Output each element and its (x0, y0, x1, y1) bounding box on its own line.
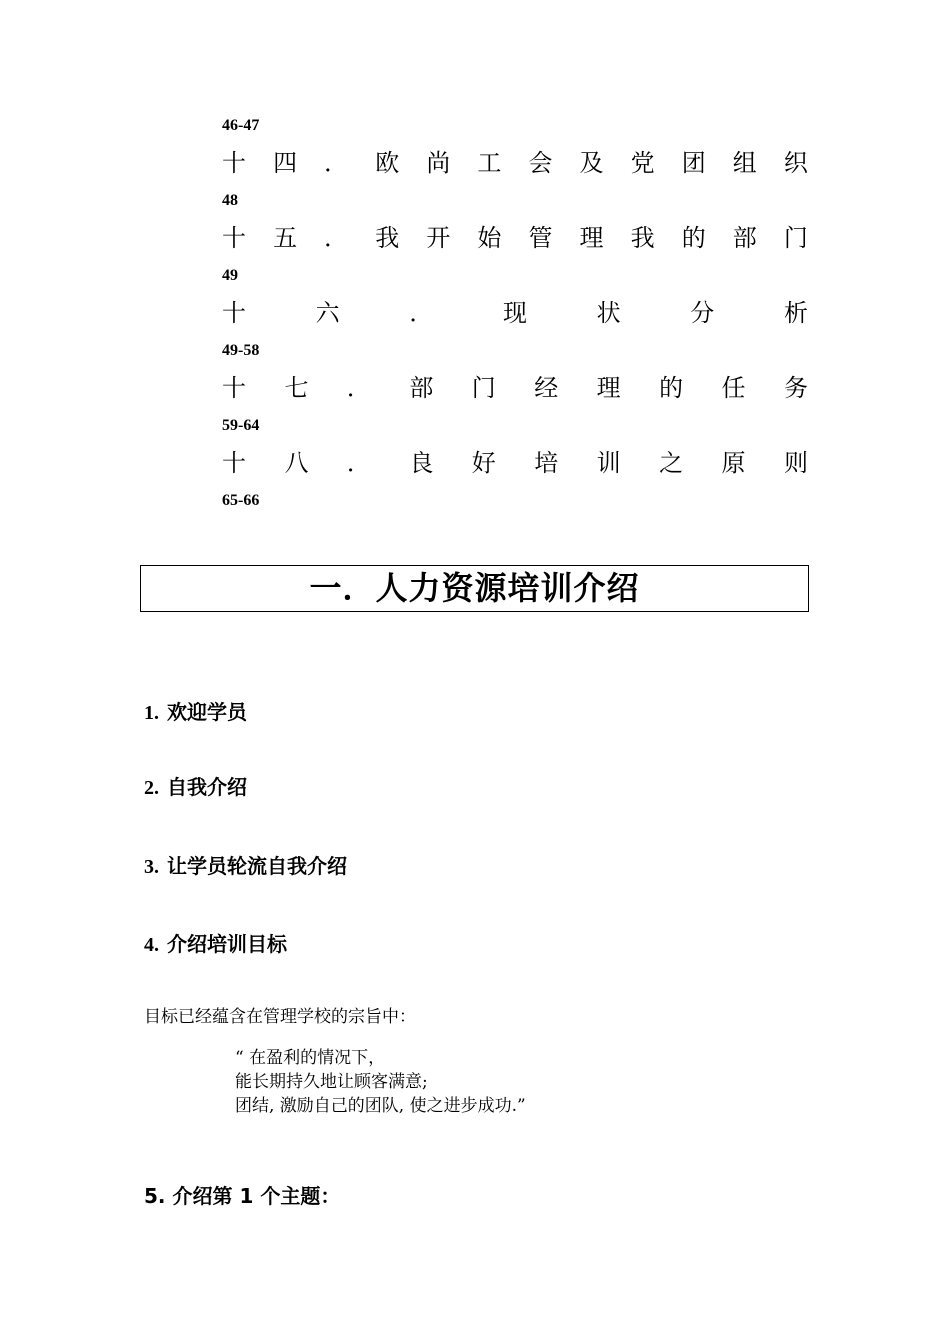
toc-page-number: 65-66 (222, 492, 260, 509)
toc-entry-title (222, 215, 808, 262)
chapter-title: 一．人力资源培训介绍 (140, 565, 809, 612)
toc-title-char: 部 (409, 374, 434, 402)
toc-page-number: 59-64 (222, 417, 260, 434)
toc-title-char: 组 (732, 149, 757, 177)
toc-title-char: 五 (273, 224, 298, 252)
toc-title-char: ． (409, 299, 434, 327)
quote-line: 团结, 激励自己的团队, 使之进步成功.” (235, 1096, 526, 1116)
toc-title-char: 始 (477, 224, 502, 252)
section-heading (144, 773, 247, 802)
toc-title-char: 部 (732, 224, 757, 252)
toc-title-char: 门 (471, 374, 496, 402)
section-title: 介绍培训目标 (167, 932, 287, 956)
toc-entry-title (222, 140, 808, 187)
toc-title-char: 良 (409, 449, 434, 477)
table-of-contents (222, 112, 808, 515)
section-heading (144, 698, 247, 727)
toc-title-char: 经 (534, 374, 559, 402)
toc-title-char: 理 (596, 374, 621, 402)
toc-title-char: 训 (596, 449, 621, 477)
toc-title-char: ． (346, 449, 371, 477)
toc-title-char: ． (324, 149, 349, 177)
section-number: 4. (144, 934, 159, 956)
section-heading (144, 930, 287, 959)
toc-title-char: 现 (502, 299, 527, 327)
toc-title-char: 六 (315, 299, 340, 327)
toc-title-char: 工 (477, 149, 502, 177)
toc-title-char: 管 (528, 224, 553, 252)
toc-title-char: ． (346, 374, 371, 402)
toc-title-char: 任 (721, 374, 746, 402)
toc-title-char: 十 (222, 224, 246, 252)
toc-title-char: 之 (659, 449, 684, 477)
toc-entry-title (222, 440, 808, 487)
toc-title-char: 会 (528, 149, 553, 177)
toc-title-char: 团 (681, 149, 706, 177)
toc-title-char: 八 (284, 449, 309, 477)
toc-title-char: 状 (596, 299, 621, 327)
toc-page-number: 49-58 (222, 342, 260, 359)
mission-quote (235, 1046, 526, 1118)
toc-page-number: 49 (222, 267, 238, 284)
toc-title-char: 十 (222, 299, 246, 327)
toc-title-char: 好 (471, 449, 496, 477)
toc-title-char: 务 (783, 374, 808, 402)
toc-title-char: 理 (579, 224, 604, 252)
toc-title-char: 开 (426, 224, 451, 252)
toc-title-char: 我 (375, 224, 400, 252)
goal-intro-text: 目标已经蕴含在管理学校的宗旨中： (144, 1007, 416, 1027)
quote-line: 能长期持久地让顾客满意; (235, 1072, 428, 1092)
toc-title-char: 十 (222, 374, 246, 402)
section-number: 1. (144, 702, 159, 724)
section-heading (144, 852, 347, 881)
section-title: 让学员轮流自我介绍 (167, 854, 347, 878)
toc-title-char: 欧 (375, 149, 400, 177)
section-number: 3. (144, 856, 159, 878)
toc-title-char: 门 (783, 224, 808, 252)
toc-title-char: 的 (681, 224, 706, 252)
section-title: 自我介绍 (167, 775, 247, 799)
toc-entry-title (222, 290, 808, 337)
toc-title-char: 我 (630, 224, 655, 252)
toc-title-char: 党 (630, 149, 655, 177)
toc-title-char: 四 (273, 149, 298, 177)
toc-page-number: 48 (222, 192, 238, 209)
toc-title-char: 分 (690, 299, 715, 327)
section-title: 欢迎学员 (167, 700, 247, 724)
section-5-heading: 5. 介绍第 1 个主题： (144, 1184, 341, 1208)
toc-title-char: 及 (579, 149, 604, 177)
quote-line: “ 在盈利的情况下， (235, 1048, 386, 1068)
toc-title-char: 的 (659, 374, 684, 402)
toc-page-number: 46-47 (222, 117, 260, 134)
toc-title-char: ． (324, 224, 349, 252)
toc-title-char: 则 (783, 449, 808, 477)
toc-title-char: 十 (222, 149, 246, 177)
toc-title-char: 十 (222, 449, 246, 477)
toc-title-char: 原 (721, 449, 746, 477)
toc-entry-title (222, 365, 808, 412)
toc-title-char: 析 (783, 299, 808, 327)
toc-title-char: 培 (534, 449, 559, 477)
toc-title-char: 尚 (426, 149, 451, 177)
section-number: 2. (144, 777, 159, 799)
toc-title-char: 七 (284, 374, 309, 402)
toc-title-char: 织 (783, 149, 808, 177)
